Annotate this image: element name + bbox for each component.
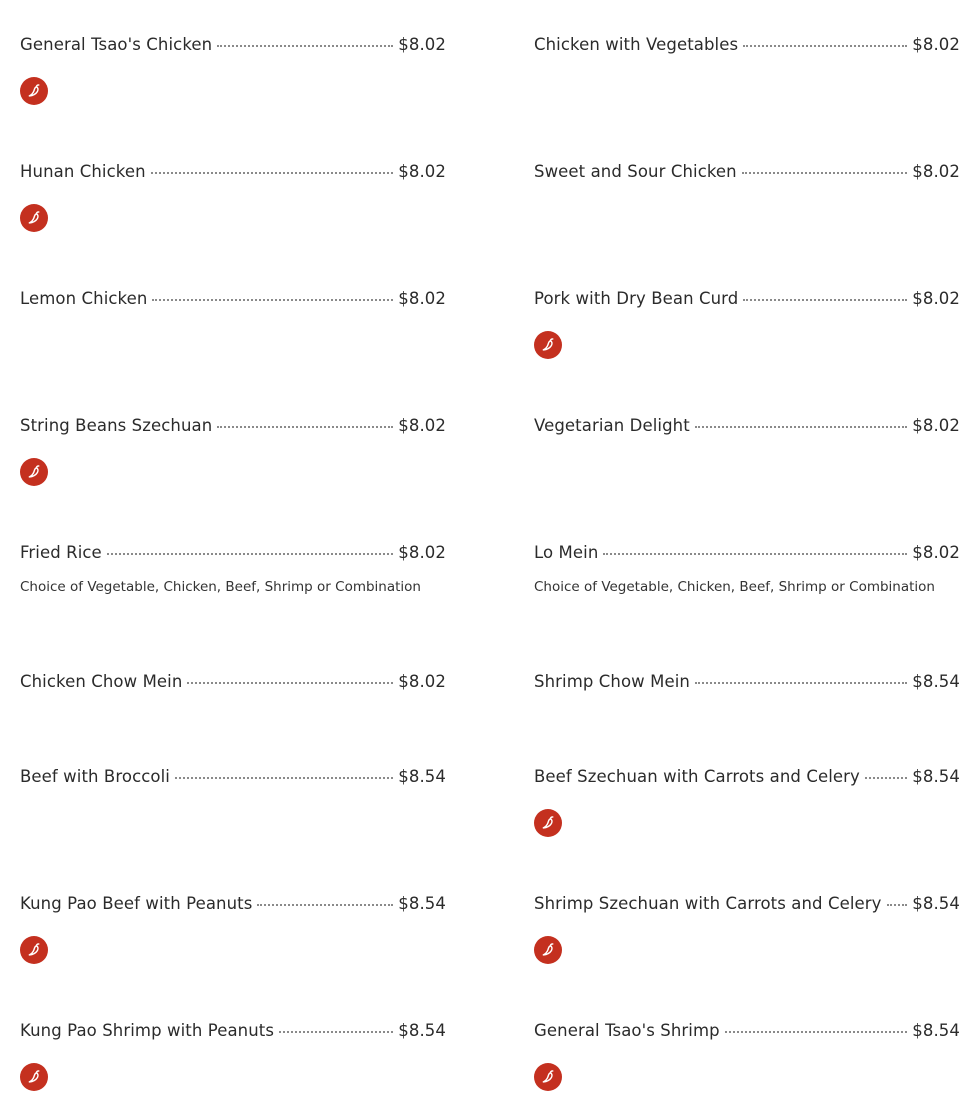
menu-item[interactable] <box>20 894 446 964</box>
menu-item-price: $8.02 <box>912 543 960 562</box>
menu-item[interactable] <box>20 1021 446 1091</box>
menu-item-name: Chicken with Vegetables <box>534 35 739 54</box>
menu-item[interactable] <box>534 1021 960 1091</box>
menu-item[interactable] <box>20 416 446 486</box>
chili-pepper-icon <box>20 936 48 964</box>
menu-item-name: Fried Rice <box>20 543 102 562</box>
dotted-leader <box>217 425 393 428</box>
menu-item[interactable] <box>534 767 960 837</box>
menu-item-name: Lo Mein <box>534 543 599 562</box>
menu-item-price: $8.02 <box>398 672 446 691</box>
menu-item[interactable] <box>20 672 446 692</box>
menu-item-name: Shrimp Chow Mein <box>534 672 690 691</box>
menu-item-row <box>534 289 960 309</box>
dotted-leader <box>257 903 393 906</box>
dotted-leader <box>743 298 907 301</box>
menu-item-name: Kung Pao Shrimp with Peanuts <box>20 1021 275 1040</box>
menu-item-row <box>534 672 960 692</box>
menu-item-price: $8.02 <box>398 416 446 435</box>
menu-item[interactable] <box>534 416 960 436</box>
menu-item-price: $8.54 <box>912 767 960 786</box>
menu-item-row <box>534 894 960 914</box>
dotted-leader <box>151 171 394 174</box>
dotted-leader <box>603 552 907 555</box>
dotted-leader <box>279 1030 393 1033</box>
menu-item-price: $8.54 <box>912 1021 960 1040</box>
menu-item-row <box>534 35 960 55</box>
menu-item-row <box>534 162 960 182</box>
dotted-leader <box>743 44 907 47</box>
menu-item-price: $8.02 <box>398 35 446 54</box>
menu-item-row <box>20 162 446 182</box>
menu-item-name: Lemon Chicken <box>20 289 148 308</box>
menu-item[interactable] <box>20 543 446 596</box>
menu-item-row <box>534 543 960 563</box>
dotted-leader <box>107 552 393 555</box>
menu-item[interactable] <box>534 543 960 596</box>
menu-item-row <box>20 416 446 436</box>
dotted-leader <box>695 681 907 684</box>
menu-item-price: $8.54 <box>398 1021 446 1040</box>
menu-item[interactable] <box>534 894 960 964</box>
dotted-leader <box>175 776 393 779</box>
menu-item[interactable] <box>534 35 960 55</box>
menu-item-name: Pork with Dry Bean Curd <box>534 289 739 308</box>
menu-item-name: Beef with Broccoli <box>20 767 170 786</box>
menu-item-price: $8.02 <box>398 543 446 562</box>
menu-item[interactable] <box>20 162 446 232</box>
chili-pepper-icon <box>534 1063 562 1091</box>
menu-item-row <box>20 672 446 692</box>
dotted-leader <box>865 776 907 779</box>
dotted-leader <box>695 425 907 428</box>
menu-item-name: Beef Szechuan with Carrots and Celery <box>534 767 860 786</box>
menu-item-name: Kung Pao Beef with Peanuts <box>20 894 253 913</box>
menu-item-price: $8.54 <box>912 672 960 691</box>
menu-item-description: Choice of Vegetable, Chicken, Beef, Shrimp or Combination <box>534 579 935 595</box>
menu-item-price: $8.02 <box>398 162 446 181</box>
menu-item-price: $8.02 <box>912 289 960 308</box>
chili-pepper-icon <box>20 458 48 486</box>
menu-item-row <box>20 894 446 914</box>
menu-item-row <box>20 35 446 55</box>
menu-item-name: String Beans Szechuan <box>20 416 213 435</box>
dotted-leader <box>725 1030 908 1033</box>
dotted-leader <box>187 681 393 684</box>
menu-item-row <box>534 1021 960 1041</box>
menu-item-name: Sweet and Sour Chicken <box>534 162 737 181</box>
menu-item-name: Vegetarian Delight <box>534 416 690 435</box>
menu-item[interactable] <box>20 767 446 787</box>
menu-item-row <box>20 767 446 787</box>
menu-item-price: $8.02 <box>912 416 960 435</box>
dotted-leader <box>742 171 908 174</box>
menu-item-name: Chicken Chow Mein <box>20 672 183 691</box>
menu-item[interactable] <box>20 35 446 105</box>
dotted-leader <box>152 298 393 301</box>
menu-item-row <box>20 543 446 563</box>
menu-item-name: General Tsao's Chicken <box>20 35 213 54</box>
menu-item[interactable] <box>534 162 960 182</box>
menu-item-price: $8.54 <box>912 894 960 913</box>
menu-item-price: $8.54 <box>398 767 446 786</box>
chili-pepper-icon <box>534 809 562 837</box>
menu-item-row <box>534 416 960 436</box>
menu-item-description: Choice of Vegetable, Chicken, Beef, Shrimp or Combination <box>20 579 421 595</box>
menu-item-row <box>20 1021 446 1041</box>
chili-pepper-icon <box>534 331 562 359</box>
menu-item-row <box>20 289 446 309</box>
menu-item[interactable] <box>534 672 960 692</box>
menu-item-price: $8.02 <box>912 35 960 54</box>
chili-pepper-icon <box>20 1063 48 1091</box>
menu-item-price: $8.02 <box>398 289 446 308</box>
menu-item-name: General Tsao's Shrimp <box>534 1021 720 1040</box>
dotted-leader <box>887 903 908 906</box>
menu-item-row <box>534 767 960 787</box>
menu-item[interactable] <box>534 289 960 359</box>
menu-item-name: Shrimp Szechuan with Carrots and Celery <box>534 894 882 913</box>
menu-item-name: Hunan Chicken <box>20 162 146 181</box>
menu-item[interactable] <box>20 289 446 309</box>
dotted-leader <box>217 44 393 47</box>
chili-pepper-icon <box>20 204 48 232</box>
chili-pepper-icon <box>20 77 48 105</box>
chili-pepper-icon <box>534 936 562 964</box>
menu-item-price: $8.54 <box>398 894 446 913</box>
menu-item-price: $8.02 <box>912 162 960 181</box>
